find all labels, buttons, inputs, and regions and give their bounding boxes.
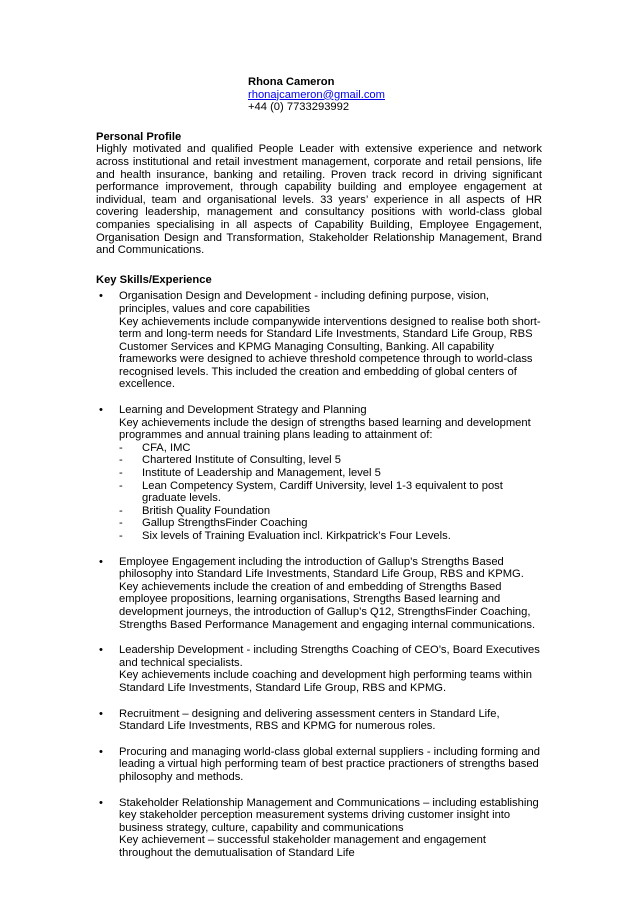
email-link[interactable]: rhonajcameron@gmail.com xyxy=(248,88,385,101)
skill-detail: Key achievements include the design of strengths based learning and development programmes and annual training plans leading to attainment of: xyxy=(119,416,531,442)
skill-heading: • Employee Engagement including the introduction of Gallup’s Strengths Based philosophy into Standard Life Investments, Standard Life Group, RBS and KPMG. xyxy=(119,555,524,581)
phone-number: +44 (0) 7733293992 xyxy=(248,101,350,114)
skill-detail: Key achievements include the creation of and embedding of Strengths Based employee propositions, learning organisations, Strengths Based learning and development journeys, the introduction of Gallup’s Q12, StrengthsFinder Coaching, Strengths Based Performance Management and engaging internal communications. xyxy=(119,580,536,631)
skill-detail: Key achievements include companywide interventions designed to realise both short-term and long-term needs for Standard Life Investments, Standard Life Group, RBS Customer Services and KPMG Managing Consulting, Banking. All capability frameworks were designed to achieve threshold competence through to world-class recognised levels. This included the creation and embedding of global centers of excellence. xyxy=(119,315,541,391)
profile-text: Highly motivated and qualified People Leader with extensive experience and network across institutional and retail investment management, corporate and retail pensions, life and health insurance, banking and retailing. Proven track record in driving significant performance improvement, through capability building and employee engagement at individual, team and organisational levels. 33 years’ experience in all aspects of HR covering leadership, management and consultancy positions with world-class global companies specialising in all aspects of Capability Building, Employee Engagement, Organisation Design and Transformation, Stakeholder Relationship Management, Brand and Communications. xyxy=(96,143,542,257)
skill-heading: • Procuring and managing world-class global external suppliers - including forming and leading a virtual high performing team of best practice practioners of strengths based philosophy and methods. xyxy=(119,745,541,783)
skill-detail: Key achievement – successful stakeholder management and engagement throughout the demutualisation of Standard Life xyxy=(119,834,486,859)
skill-item xyxy=(96,746,542,784)
qualification-item: - Institute of Leadership and Management, level 5 xyxy=(119,467,542,480)
candidate-name: Rhona Cameron xyxy=(248,76,335,88)
skill-item xyxy=(96,708,542,733)
profile-heading: Personal Profile xyxy=(96,130,182,143)
skill-item xyxy=(96,556,542,632)
skill-detail: Key achievements include coaching and development high performing teams within Standard Life Investments, Standard Life Group, RBS and KPMG. xyxy=(119,669,532,694)
skills-heading: Key Skills/Experience xyxy=(96,273,212,286)
qualification-item: - Chartered Institute of Consulting, level 5 xyxy=(119,454,542,467)
skill-item xyxy=(96,290,542,391)
qualification-item: - British Quality Foundation xyxy=(119,505,542,518)
contact-header xyxy=(248,76,542,114)
skill-item xyxy=(96,404,542,543)
skill-heading: • Organisation Design and Development - including defining purpose, vision, principles, values and core capabilities xyxy=(119,290,490,315)
skill-heading: • Stakeholder Relationship Management and Communications – including establishing key stakeholder perception measurement systems driving customer insight into business strategy, culture, capability and communications xyxy=(119,796,539,834)
qualification-item: - Lean Competency System, Cardiff University, level 1-3 equivalent to post graduate levels. xyxy=(119,480,542,505)
qualification-item: - Gallup StrengthsFinder Coaching xyxy=(119,517,542,530)
qualification-item: - Six levels of Training Evaluation incl. Kirkpatrick’s Four Levels. xyxy=(119,530,542,543)
qualification-item: - CFA, IMC xyxy=(119,442,542,455)
skill-item xyxy=(96,797,542,860)
skills-list xyxy=(96,290,542,859)
resume-page xyxy=(96,76,542,872)
skill-heading: • Leadership Development - including Strengths Coaching of CEO’s, Board Executives and technical specialists. xyxy=(119,644,540,669)
skill-heading: • Learning and Development Strategy and Planning xyxy=(119,404,367,417)
qualification-list xyxy=(119,442,542,543)
skill-heading: • Recruitment – designing and delivering assessment centers in Standard Life, Standard Life Investments, RBS and KPMG for numerous roles. xyxy=(119,707,500,733)
skill-item xyxy=(96,644,542,694)
